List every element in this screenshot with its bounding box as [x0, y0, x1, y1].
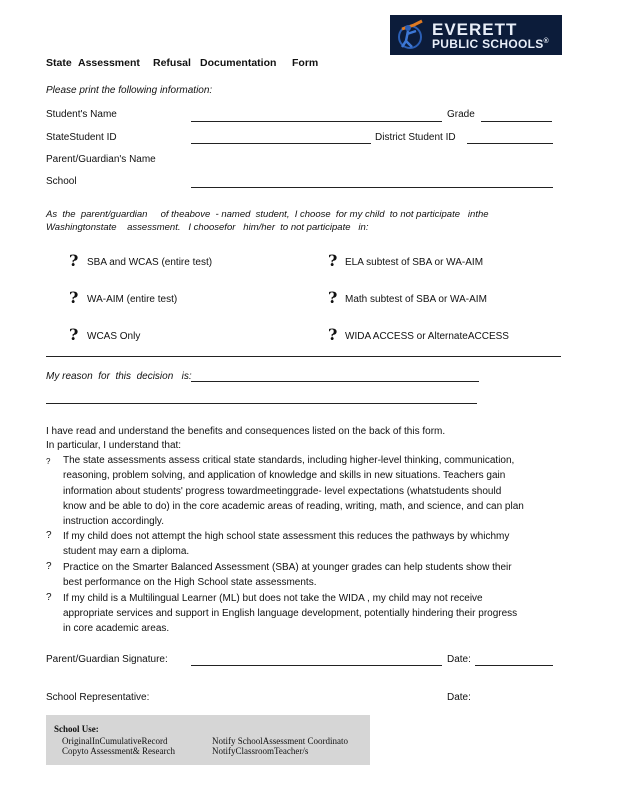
checkbox-wa-aim[interactable]: ? [69, 288, 79, 307]
state-id-field[interactable] [191, 143, 371, 144]
bullet-1-line-3: information about students' progress towardmeetinggrade- level expectations (whatstudents should [63, 486, 502, 497]
section-divider [46, 356, 561, 357]
school-use-box [46, 715, 370, 765]
school-label: School [46, 176, 77, 187]
instruction-text: Please print the following information: [46, 85, 213, 96]
bullet-4-line-1: If my child is a Multilingual Learner (ML) but does not take the WIDA , my child may not receive [63, 593, 483, 604]
option-wida-label: WIDA ACCESS or AlternateACCESS [345, 331, 509, 342]
bullet-3-line-1: Practice on the Smarter Balanced Assessment (SBA) at younger grades can help students show their [63, 562, 512, 573]
school-rep-label: School Representative: [46, 692, 150, 703]
school-use-item-1: OriginalInCumulativeRecord [62, 736, 168, 746]
student-name-label: Student's Name [46, 109, 117, 120]
option-math-label: Math subtest of SBA or WA-AIM [345, 294, 487, 305]
bullet-1-line-2: reasoning, problem solving, and application of knowledge and skills in new situations. Teachers gain [63, 470, 506, 481]
understand-line-2: In particular, I understand that: [46, 440, 182, 451]
title-word-2: Assessment [78, 57, 140, 69]
school-rep-date-label: Date: [447, 692, 471, 703]
student-name-field[interactable] [191, 121, 442, 122]
bullet-3-line-2: best performance on the High School state assessments. [63, 577, 317, 588]
title-word-3: Refusal [153, 57, 191, 69]
school-use-item-4: NotifyClassroomTeacher/s [212, 746, 309, 756]
reason-field-line-2[interactable] [46, 403, 477, 404]
bullet-2-line-1: If my child does not attempt the high school state assessment this reduces the pathways by whichmy [63, 531, 510, 542]
guardian-name-label: Parent/Guardian's Name [46, 154, 156, 165]
logo-line1: EVERETT [432, 19, 518, 39]
bullet-3-icon: ? [46, 561, 52, 572]
guardian-signature-field[interactable] [191, 665, 442, 666]
understand-line-1: I have read and understand the benefits and consequences listed on the back of this form. [46, 426, 446, 437]
bullet-2-icon: ? [46, 530, 52, 541]
state-id-label: StateStudent ID [46, 132, 117, 143]
title-word-1: State [46, 57, 72, 69]
option-ela-label: ELA subtest of SBA or WA-AIM [345, 257, 484, 268]
bullet-4-line-3: in core academic areas. [63, 623, 170, 634]
school-use-item-2: Copyto Assessment& Research [62, 746, 175, 756]
guardian-date-field[interactable] [475, 665, 553, 666]
logo-line2: PUBLIC SCHOOLS [432, 36, 544, 51]
guardian-signature-label: Parent/Guardian Signature: [46, 654, 168, 665]
title-word-5: Form [292, 57, 319, 69]
bullet-1-line-5: instruction accordingly. [63, 516, 164, 527]
school-use-header: School Use: [54, 724, 99, 734]
statement-line-2: Washingtonstate assessment. I choosefor him/her to not participate in: [46, 222, 369, 233]
bullet-4-line-2: appropriate services and support in English language development, potentially hindering their progress [63, 608, 518, 619]
checkbox-sba-wcas[interactable]: ? [69, 251, 79, 270]
bullet-4-icon: ? [46, 592, 52, 603]
option-wcas-label: WCAS Only [87, 331, 141, 342]
logo-mark: ® [543, 37, 550, 45]
bullet-2-line-2: student may earn a diploma. [63, 546, 190, 557]
checkbox-math[interactable]: ? [328, 288, 338, 307]
reason-field-line-1[interactable] [191, 381, 479, 382]
grade-label: Grade [447, 109, 475, 120]
title-word-4: Documentation [200, 57, 277, 69]
school-use-item-3: Notify SchoolAssessment Coordinato [212, 736, 348, 746]
guardian-date-label: Date: [447, 654, 471, 665]
reason-label: My reason for this decision is: [46, 371, 192, 382]
school-field[interactable] [191, 187, 553, 188]
district-id-field[interactable] [467, 143, 553, 144]
checkbox-ela[interactable]: ? [328, 251, 338, 270]
checkbox-wida[interactable]: ? [328, 325, 338, 344]
district-logo [390, 15, 562, 55]
checkbox-wcas[interactable]: ? [69, 325, 79, 344]
bullet-1-line-4: know and be able to do) in the core academic areas of reading, writing, math, and science, and can plan [63, 501, 524, 512]
bullet-1-icon: ? [46, 457, 51, 466]
logo-figure-icon [394, 17, 430, 53]
option-wa-aim-label: WA-AIM (entire test) [87, 294, 178, 305]
grade-field[interactable] [481, 121, 552, 122]
district-id-label: District Student ID [375, 132, 456, 143]
statement-line-1: As the parent/guardian of theabove - named student, I choose for my child to not participate inthe [46, 209, 489, 220]
bullet-1-line-1: The state assessments assess critical state standards, including higher-level thinking, communication, [63, 455, 515, 466]
option-sba-wcas-label: SBA and WCAS (entire test) [87, 257, 213, 268]
